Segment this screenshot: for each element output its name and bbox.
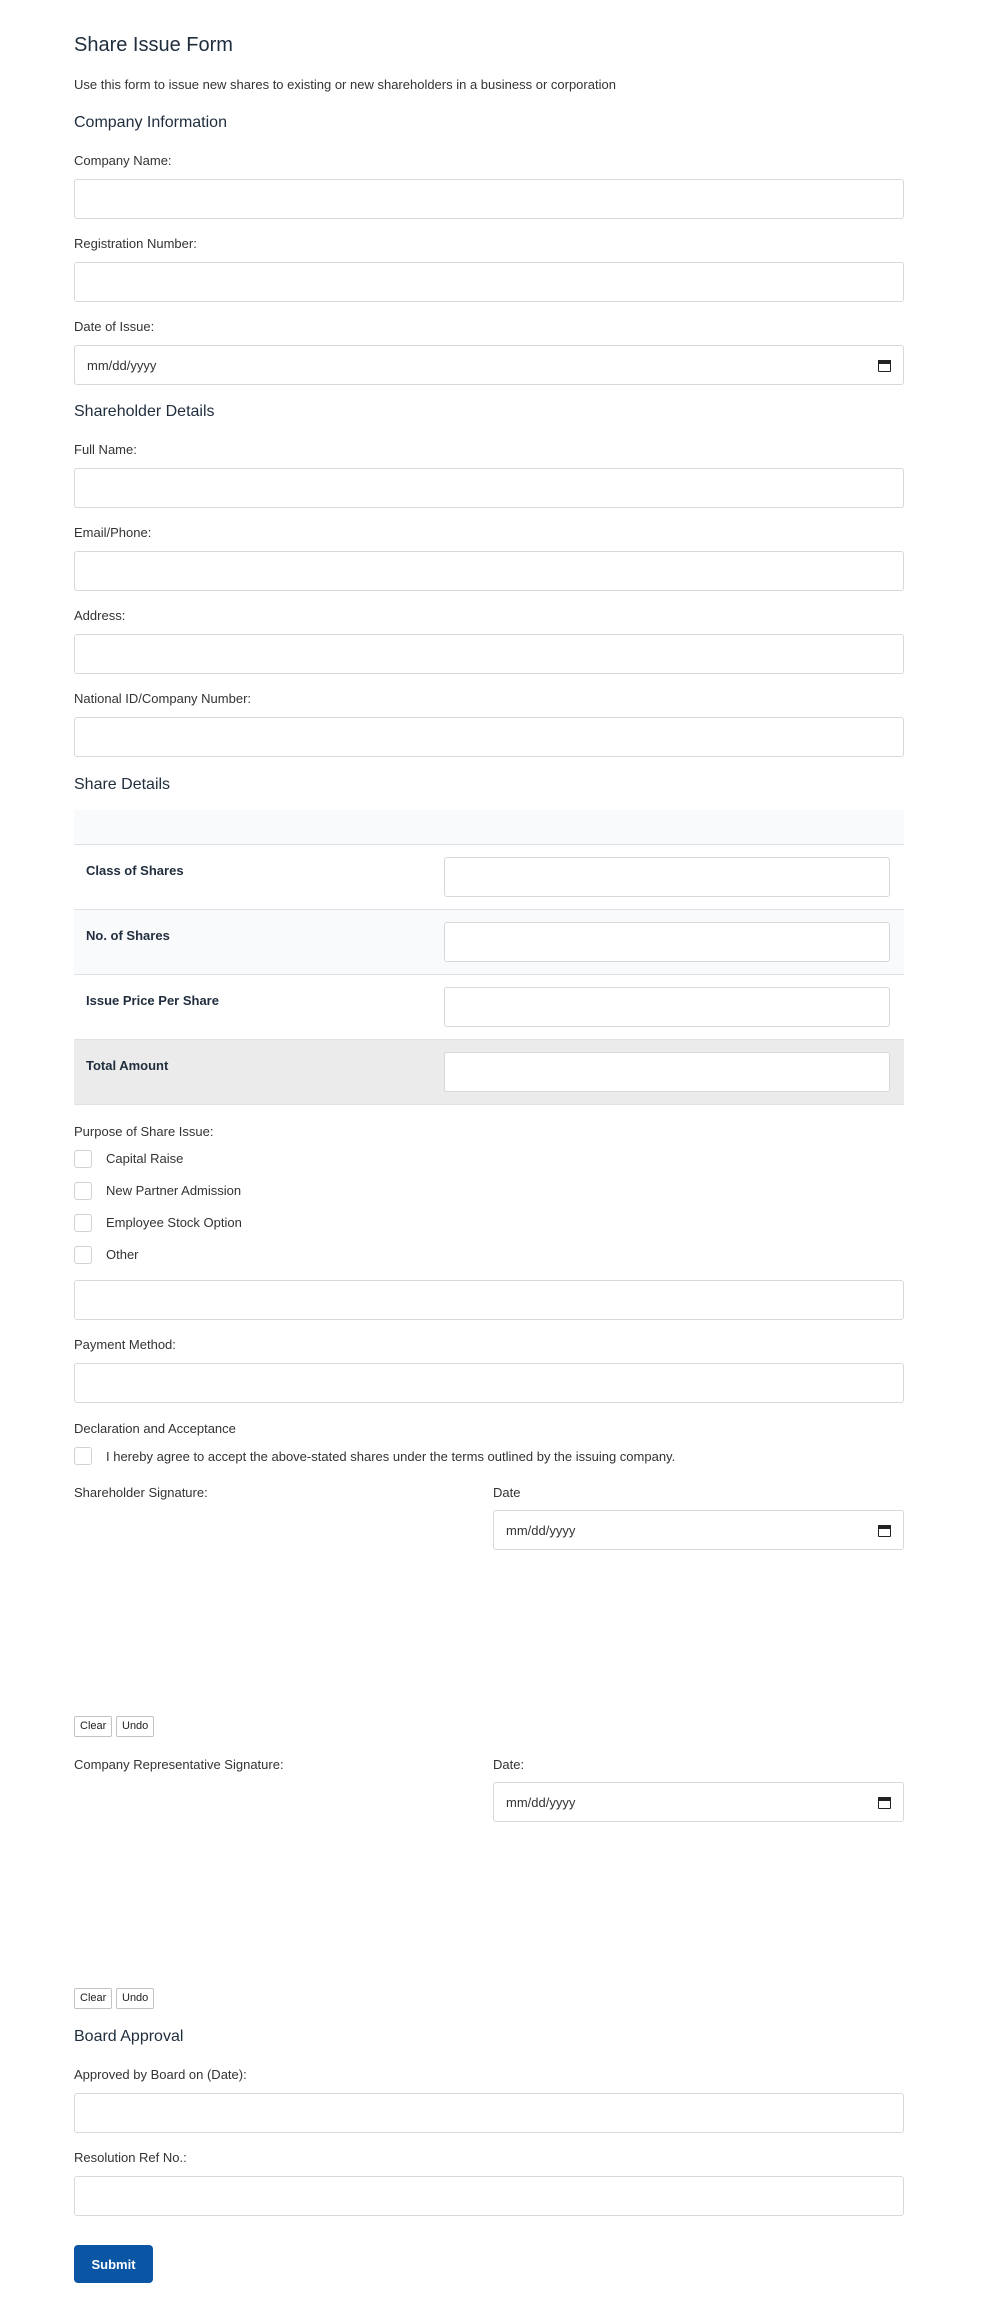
form-description: Use this form to issue new shares to existing or new shareholders in a business or corporation bbox=[74, 77, 616, 92]
shareholder-undo-button[interactable]: Undo bbox=[116, 1716, 154, 1737]
date-placeholder: mm/dd/yyyy bbox=[506, 1522, 576, 1538]
email-phone-input[interactable] bbox=[74, 551, 904, 591]
rep-undo-button[interactable]: Undo bbox=[116, 1988, 154, 2009]
company-section-title: Company Information bbox=[74, 114, 227, 131]
shareholder-signature-pad[interactable] bbox=[74, 1510, 474, 1710]
no-of-shares-label: No. of Shares bbox=[86, 928, 170, 943]
address-input[interactable] bbox=[74, 634, 904, 674]
date-placeholder: mm/dd/yyyy bbox=[87, 357, 157, 373]
issue-price-label: Issue Price Per Share bbox=[86, 993, 219, 1008]
total-amount-input[interactable] bbox=[444, 1052, 890, 1092]
employee-stock-label: Employee Stock Option bbox=[106, 1215, 242, 1230]
address-label: Address: bbox=[74, 608, 126, 623]
other-purpose-input[interactable] bbox=[74, 1280, 904, 1320]
capital-raise-checkbox[interactable] bbox=[74, 1150, 92, 1168]
rep-signature-pad[interactable] bbox=[74, 1782, 474, 1982]
approved-date-input[interactable] bbox=[74, 2093, 904, 2133]
submit-button[interactable]: Submit bbox=[74, 2245, 153, 2283]
date-of-issue-label: Date of Issue: bbox=[74, 319, 155, 334]
table-header-row bbox=[74, 810, 904, 845]
other-checkbox[interactable] bbox=[74, 1246, 92, 1264]
registration-number-label: Registration Number: bbox=[74, 236, 197, 251]
table-row-total bbox=[74, 1040, 904, 1105]
declaration-title: Declaration and Acceptance bbox=[74, 1421, 236, 1436]
shareholder-clear-button[interactable]: Clear bbox=[74, 1716, 112, 1737]
national-id-label: National ID/Company Number: bbox=[74, 691, 252, 706]
resolution-ref-label: Resolution Ref No.: bbox=[74, 2150, 187, 2165]
shareholder-signature-label: Shareholder Signature: bbox=[74, 1485, 208, 1500]
table-row bbox=[74, 910, 904, 975]
no-of-shares-input[interactable] bbox=[444, 922, 890, 962]
registration-number-input[interactable] bbox=[74, 262, 904, 302]
declaration-text: I hereby agree to accept the above-stated shares under the terms outlined by the issuing company. bbox=[106, 1449, 676, 1464]
total-amount-label: Total Amount bbox=[86, 1058, 169, 1073]
shareholder-date-label: Date bbox=[493, 1485, 521, 1500]
rep-date-label: Date: bbox=[493, 1757, 525, 1772]
full-name-input[interactable] bbox=[74, 468, 904, 508]
board-section-title: Board Approval bbox=[74, 2028, 184, 2045]
employee-stock-checkbox[interactable] bbox=[74, 1214, 92, 1232]
approved-date-label: Approved by Board on (Date): bbox=[74, 2067, 247, 2082]
capital-raise-label: Capital Raise bbox=[106, 1151, 184, 1166]
company-name-input[interactable] bbox=[74, 179, 904, 219]
new-partner-label: New Partner Admission bbox=[106, 1183, 242, 1198]
class-of-shares-input[interactable] bbox=[444, 857, 890, 897]
new-partner-checkbox[interactable] bbox=[74, 1182, 92, 1200]
rep-date-input[interactable] bbox=[493, 1782, 904, 1822]
full-name-label: Full Name: bbox=[74, 442, 137, 457]
payment-method-input[interactable] bbox=[74, 1363, 904, 1403]
table-row bbox=[74, 975, 904, 1040]
issue-price-input[interactable] bbox=[444, 987, 890, 1027]
calendar-icon[interactable] bbox=[877, 1795, 891, 1809]
national-id-input[interactable] bbox=[74, 717, 904, 757]
table-row bbox=[74, 845, 904, 910]
other-label: Other bbox=[106, 1247, 139, 1262]
declaration-checkbox[interactable] bbox=[74, 1447, 92, 1465]
company-name-label: Company Name: bbox=[74, 153, 172, 168]
payment-method-label: Payment Method: bbox=[74, 1337, 176, 1352]
date-placeholder: mm/dd/yyyy bbox=[506, 1794, 576, 1810]
email-phone-label: Email/Phone: bbox=[74, 525, 152, 540]
form-title: Share Issue Form bbox=[74, 34, 233, 56]
date-of-issue-input[interactable] bbox=[74, 345, 904, 385]
rep-clear-button[interactable]: Clear bbox=[74, 1988, 112, 2009]
shareholder-date-input[interactable] bbox=[493, 1510, 904, 1550]
purpose-label: Purpose of Share Issue: bbox=[74, 1124, 214, 1139]
calendar-icon[interactable] bbox=[877, 358, 891, 372]
share-section-title: Share Details bbox=[74, 776, 171, 793]
resolution-ref-input[interactable] bbox=[74, 2176, 904, 2216]
rep-signature-label: Company Representative Signature: bbox=[74, 1757, 284, 1772]
calendar-icon[interactable] bbox=[877, 1523, 891, 1537]
class-of-shares-label: Class of Shares bbox=[86, 863, 184, 878]
shareholder-section-title: Shareholder Details bbox=[74, 403, 215, 420]
